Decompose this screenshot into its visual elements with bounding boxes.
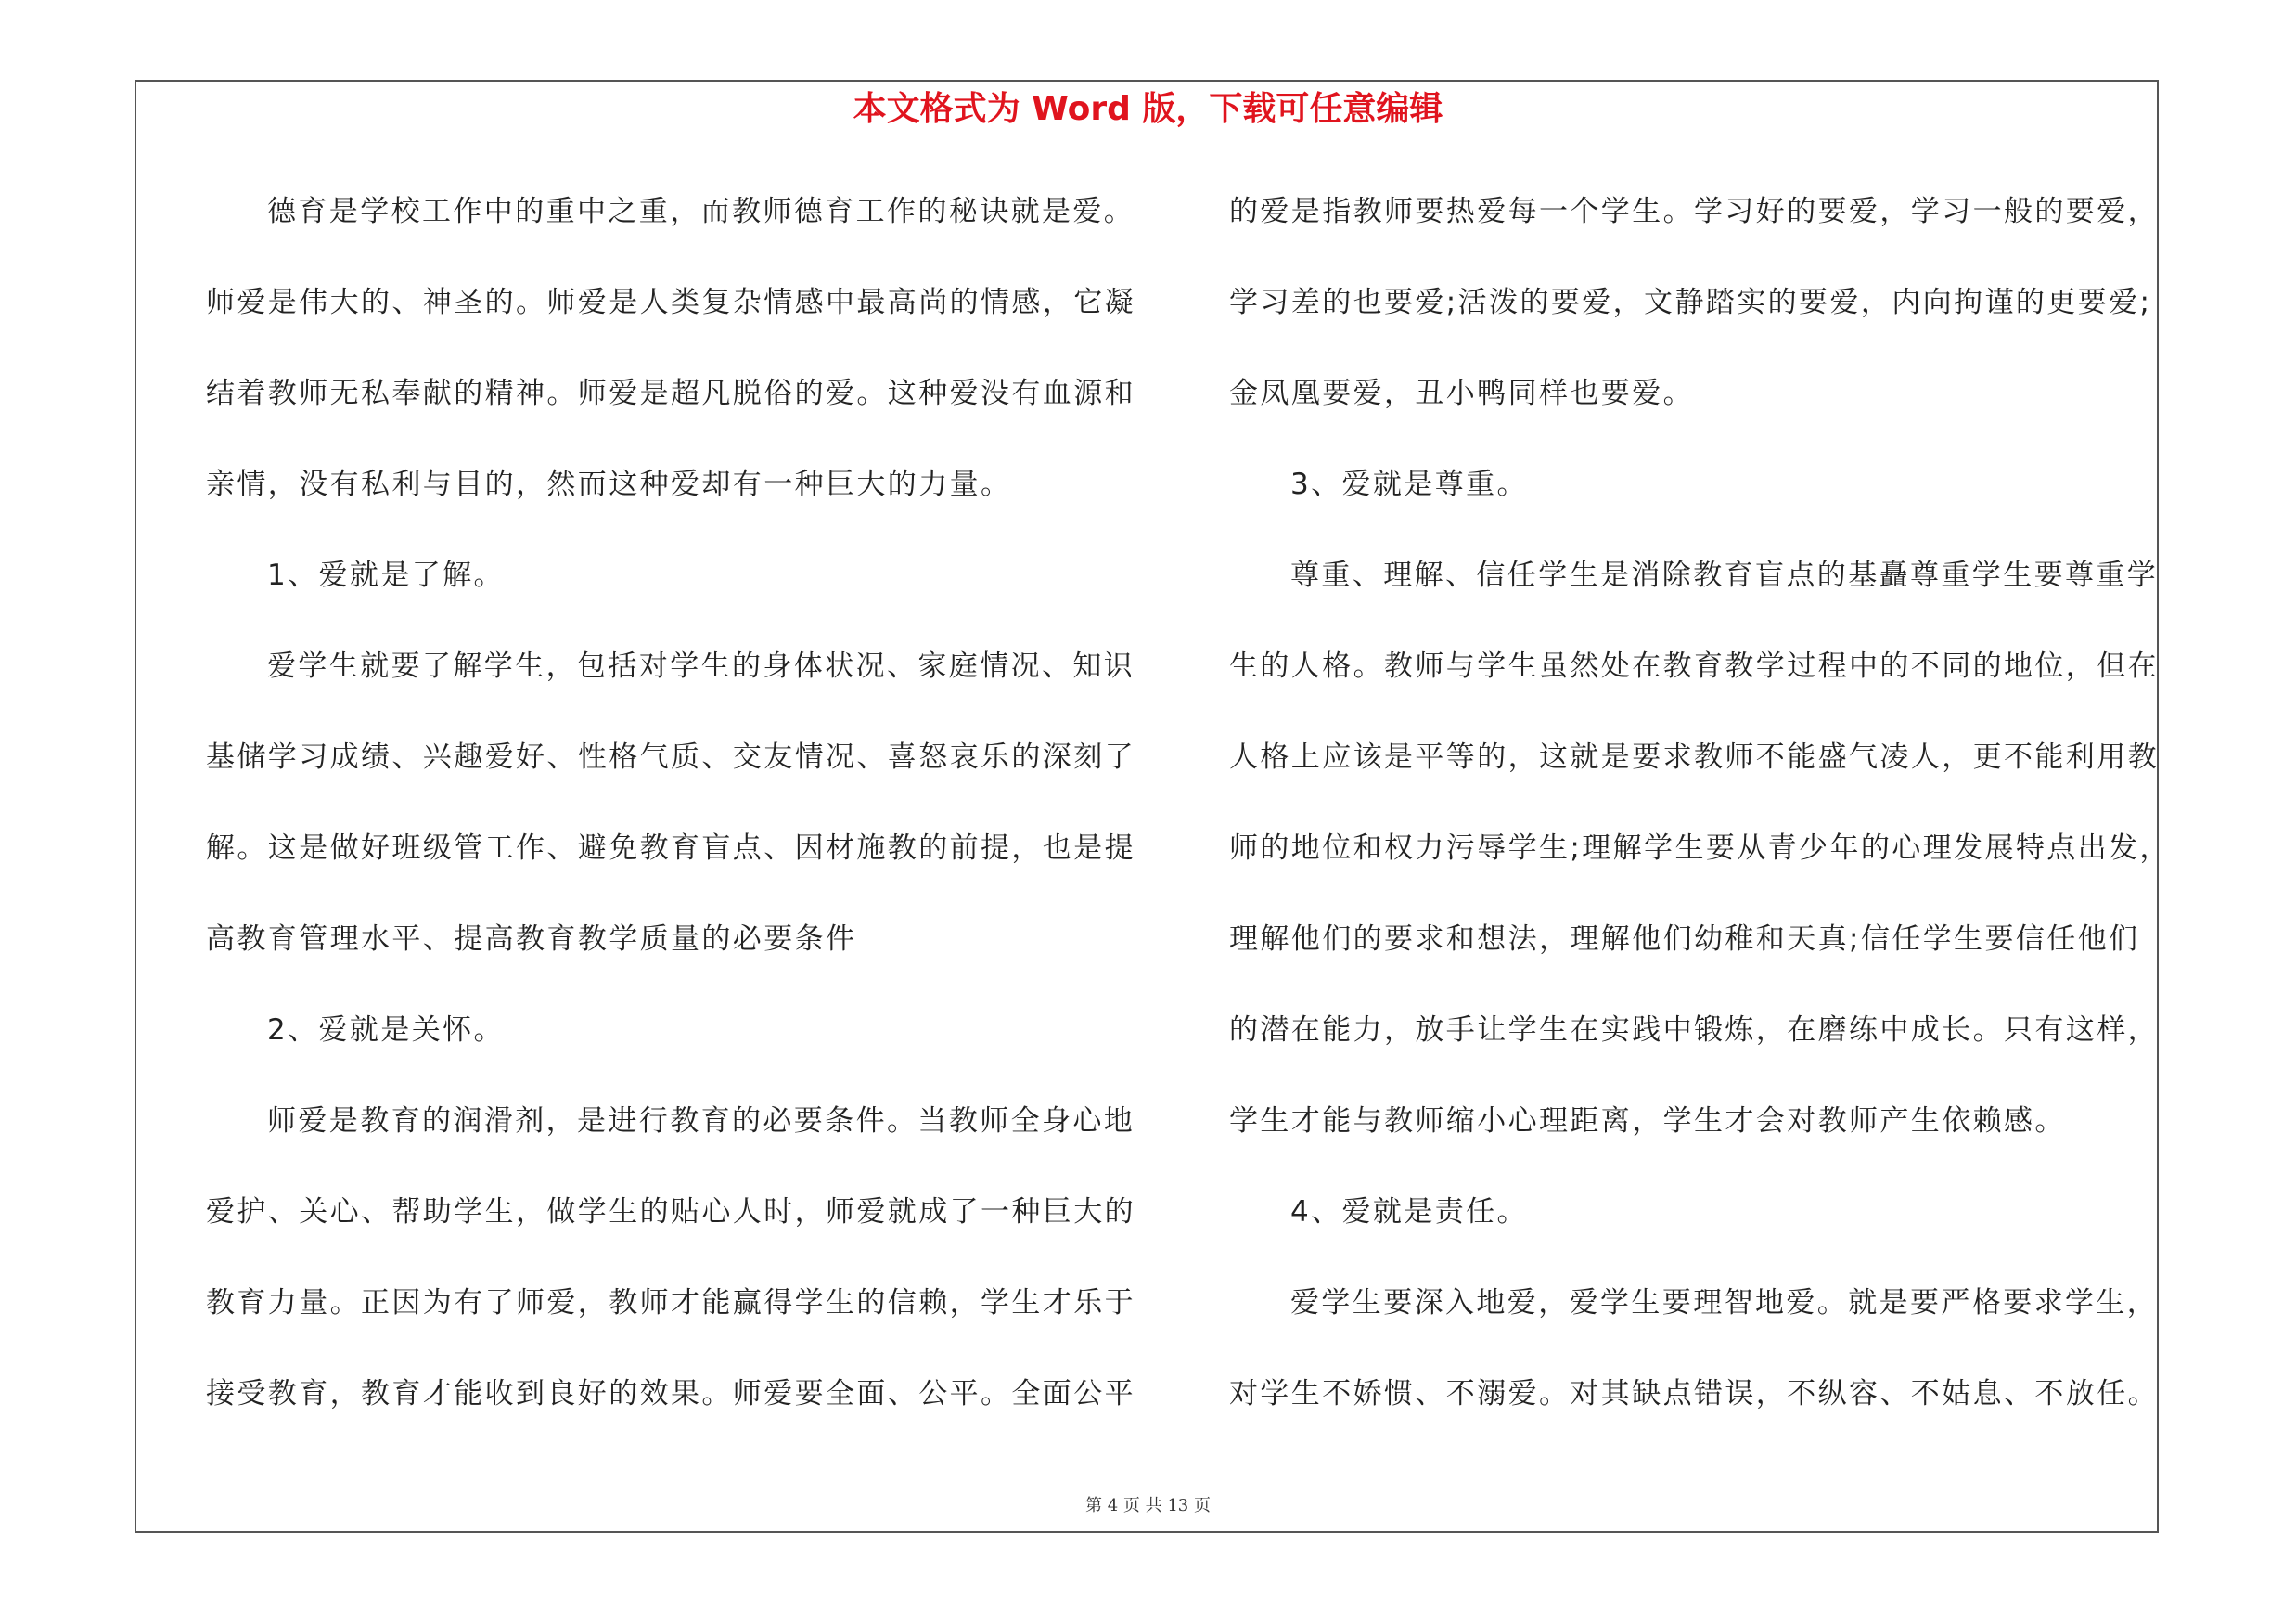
section-heading: 4、爱就是责任。: [1290, 1195, 1528, 1229]
text-line: 的潜在能力，放手让学生在实践中锻炼，在磨练中成长。只有这样，: [1229, 1013, 2159, 1047]
page-number-footer: 第 4 页 共 13 页: [1085, 1496, 1211, 1515]
text-line: 金凤凰要爱，丑小鸭同样也要爱。: [1229, 377, 1694, 410]
text-line: 人格上应该是平等的，这就是要求教师不能盛气凌人，更不能利用教: [1229, 741, 2159, 774]
text-line: 亲情，没有私利与目的，然而这种爱却有一种巨大的力量。: [206, 468, 1012, 501]
text-line: 爱学生就要了解学生，包括对学生的身体状况、家庭情况、知识: [267, 650, 1135, 683]
section-heading: 1、爱就是了解。: [267, 559, 505, 592]
text-line: 师爱是伟大的、神圣的。师爱是人类复杂情感中最高尚的情感，它凝: [206, 286, 1135, 319]
text-line: 解。这是做好班级管工作、避免教育盲点、因材施教的前提，也是提: [206, 831, 1135, 865]
section-heading: 2、爱就是关怀。: [267, 1013, 505, 1047]
format-banner: 本文格式为 Word 版，下载可任意编辑: [853, 90, 1443, 128]
text-line: 爱护、关心、帮助学生，做学生的贴心人时，师爱就成了一种巨大的: [206, 1195, 1135, 1229]
left-text-column: [206, 184, 1138, 1457]
text-line: 接受教育，教育才能收到良好的效果。师爱要全面、公平。全面公平: [206, 1377, 1135, 1410]
section-heading: 3、爱就是尊重。: [1290, 468, 1528, 501]
right-text-column: [1229, 184, 2171, 1457]
text-line: 师爱是教育的润滑剂，是进行教育的必要条件。当教师全身心地: [267, 1104, 1135, 1138]
text-line: 师的地位和权力污辱学生;理解学生要从青少年的心理发展特点出发，: [1229, 831, 2171, 865]
text-line: 德育是学校工作中的重中之重，而教师德育工作的秘诀就是爱。: [267, 195, 1135, 228]
text-line: 学生才能与教师缩小心理距离，学生才会对教师产生依赖感。: [1229, 1104, 2066, 1138]
text-line: 理解他们的要求和想法，理解他们幼稚和天真;信任学生要信任他们: [1229, 922, 2140, 956]
text-line: 基储学习成绩、兴趣爱好、性格气质、交友情况、喜怒哀乐的深刻了: [206, 741, 1135, 774]
text-line: 的爱是指教师要热爱每一个学生。学习好的要爱，学习一般的要爱，: [1229, 195, 2159, 228]
text-line: 教育力量。正因为有了师爱，教师才能赢得学生的信赖，学生才乐于: [206, 1286, 1135, 1320]
text-line: 爱学生要深入地爱，爱学生要理智地爱。就是要严格要求学生，: [1290, 1286, 2159, 1320]
text-line: 高教育管理水平、提高教育教学质量的必要条件: [206, 922, 857, 956]
text-line: 尊重、理解、信任学生是消除教育盲点的基矗尊重学生要尊重学: [1290, 559, 2159, 592]
text-line: 结着教师无私奉献的精神。师爱是超凡脱俗的爱。这种爱没有血源和: [206, 377, 1135, 410]
text-line: 对学生不娇惯、不溺爱。对其缺点错误，不纵容、不姑息、不放任。: [1229, 1377, 2159, 1410]
text-line: 生的人格。教师与学生虽然处在教育教学过程中的不同的地位，但在: [1229, 650, 2159, 683]
text-line: 学习差的也要爱;活泼的要爱，文静踏实的要爱，内向拘谨的更要爱;: [1229, 286, 2152, 319]
